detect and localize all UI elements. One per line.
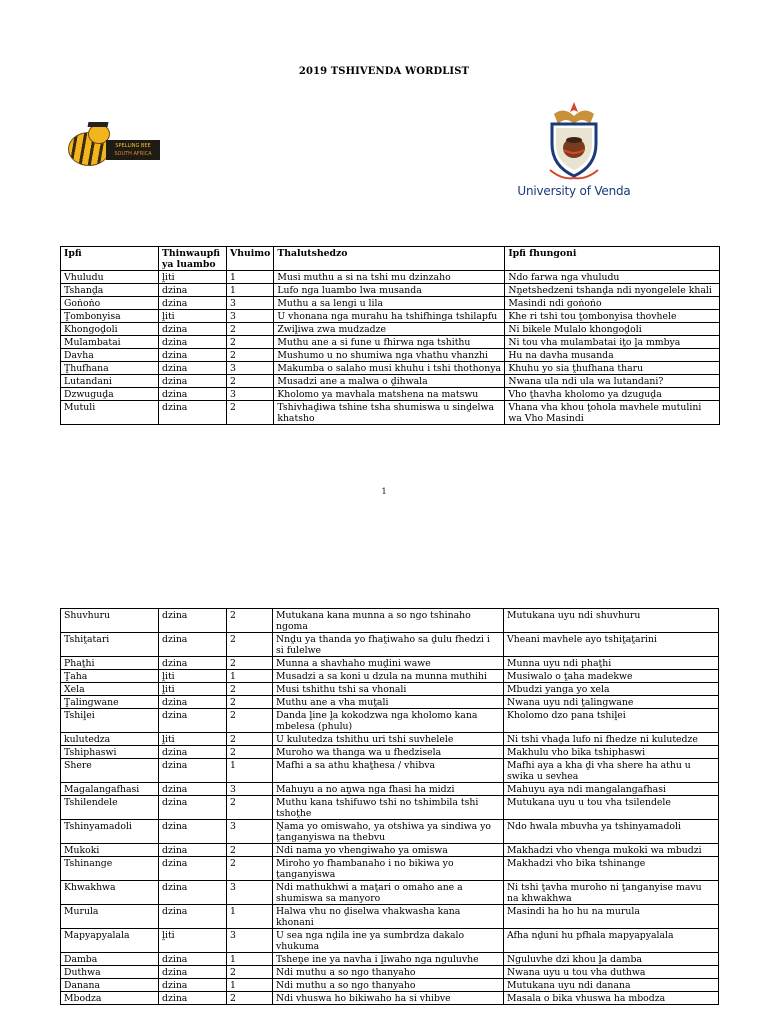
cell-vhuimo: 3 — [227, 783, 273, 796]
table-row — [61, 979, 719, 992]
cell-vhuimo: 1 — [227, 979, 273, 992]
cell-thalutshedzo: Munna a shavhaho muḓini wawe — [273, 657, 504, 670]
cell-thinwaupfi: dzina — [159, 709, 227, 733]
cell-ipfi: Tshiṱatari — [61, 633, 159, 657]
cell-thinwaupfi: ḽiti — [159, 929, 227, 953]
cell-ipfi: Mbodza — [61, 992, 159, 1005]
cell-thinwaupfi: dzina — [159, 375, 227, 388]
cell-thinwaupfi: dzina — [159, 284, 227, 297]
cell-thalutshedzo: U sea nga nḓila ine ya sumbrdza dakalo vhukuma — [273, 929, 504, 953]
cell-thalutshedzo: Musadzi a sa koni u dzula na munna muthihi — [273, 670, 504, 683]
cell-vhuimo: 1 — [227, 670, 273, 683]
table-row — [61, 362, 720, 375]
cell-vhuimo: 2 — [227, 336, 274, 349]
cell-ipfi-fhungoni: Khe ri tshi tou ṱombonyisa thovhele — [505, 310, 720, 323]
table-row — [61, 388, 720, 401]
table-row — [61, 844, 719, 857]
cell-ipfi: kulutedza — [61, 733, 159, 746]
cell-ipfi-fhungoni: Ndo farwa nga vhuludu — [505, 271, 720, 284]
cell-thalutshedzo: Tshivhaḓiwa tshine tsha shumiswa u sinḓelwa khatsho — [274, 401, 505, 425]
cell-thinwaupfi: ḽiti — [159, 310, 227, 323]
cell-ipfi-fhungoni: Ni tou vha mulambatai iṱo ḽa mmbya — [505, 336, 720, 349]
cell-thalutshedzo: U vhonana nga murahu ha tshifhinga tshilapfu — [274, 310, 505, 323]
cell-thinwaupfi: dzina — [159, 844, 227, 857]
table-row — [61, 759, 719, 783]
cell-ipfi-fhungoni: Vho ṱhavha kholomo ya dzuguḓa — [505, 388, 720, 401]
table-row — [61, 683, 719, 696]
cell-thinwaupfi: dzina — [159, 609, 227, 633]
cell-ipfi: Murula — [61, 905, 159, 929]
cell-ipfi-fhungoni: Mutukana uyu ndi danana — [504, 979, 719, 992]
cell-ipfi-fhungoni: Mutukana uyu ndi shuvhuru — [504, 609, 719, 633]
cell-thalutshedzo: Ndi vhuswa ho bikiwaho ha si vhibve — [273, 992, 504, 1005]
cell-vhuimo: 3 — [227, 929, 273, 953]
cell-vhuimo: 2 — [227, 683, 273, 696]
header-thinwaupfi: Thinwaupfi ya luambo — [159, 247, 227, 271]
cell-thinwaupfi: dzina — [159, 297, 227, 310]
table-row — [61, 401, 720, 425]
cell-vhuimo: 3 — [227, 297, 274, 310]
cell-ipfi: Damba — [61, 953, 159, 966]
table-row — [61, 929, 719, 953]
cell-vhuimo: 2 — [227, 966, 273, 979]
table-row — [61, 953, 719, 966]
cell-thinwaupfi: dzina — [159, 696, 227, 709]
cell-ipfi: Ṱhufhana — [61, 362, 159, 375]
cell-thinwaupfi: dzina — [159, 783, 227, 796]
cell-ipfi-fhungoni: Afha nḓuni hu pfhala mapyapyalala — [504, 929, 719, 953]
table-row — [61, 696, 719, 709]
cell-thalutshedzo: Musadzi ane a malwa o ḓihwala — [274, 375, 505, 388]
cell-ipfi: Tshilendele — [61, 796, 159, 820]
cell-vhuimo: 2 — [227, 709, 273, 733]
cell-thalutshedzo: Mafhi a sa athu khaṱhesa / vhibva — [273, 759, 504, 783]
cell-ipfi: Magalangafhasi — [61, 783, 159, 796]
cell-ipfi-fhungoni: Hu na davha musanda — [505, 349, 720, 362]
cell-vhuimo: 3 — [227, 310, 274, 323]
cell-thinwaupfi: dzina — [159, 759, 227, 783]
cell-thalutshedzo: Danda ḽine ḽa kokodzwa nga kholomo kana mbelesa (phulu) — [273, 709, 504, 733]
header-ipfi: Ipfi — [61, 247, 159, 271]
cell-ipfi: Tshinyamadoli — [61, 820, 159, 844]
cell-ipfi: Lutandani — [61, 375, 159, 388]
cell-vhuimo: 2 — [227, 992, 273, 1005]
cell-vhuimo: 1 — [227, 953, 273, 966]
cell-vhuimo: 3 — [227, 881, 273, 905]
cell-thinwaupfi: dzina — [159, 905, 227, 929]
cell-thalutshedzo: Mahuyu a no aṋwa nga fhasi ha midzi — [273, 783, 504, 796]
header-ipfi-fhungoni: Ipfi fhungoni — [505, 247, 720, 271]
cell-thinwaupfi: dzina — [159, 336, 227, 349]
cell-vhuimo: 2 — [227, 857, 273, 881]
cell-vhuimo: 2 — [227, 733, 273, 746]
table-row — [61, 271, 720, 284]
cell-vhuimo: 2 — [227, 375, 274, 388]
cell-ipfi-fhungoni: Mbudzi yanga yo xela — [504, 683, 719, 696]
cell-thalutshedzo: Muthu kana tshifuwo tshi no tshimbila tshi tshoṱhe — [273, 796, 504, 820]
cell-ipfi-fhungoni: Makhadzi vho vhenga mukoki wa mbudzi — [504, 844, 719, 857]
table-row — [61, 609, 719, 633]
cell-thinwaupfi: dzina — [159, 796, 227, 820]
cell-ipfi-fhungoni: Khuhu yo sia ṱhufhana tharu — [505, 362, 720, 375]
wordlist-table-1-body — [61, 271, 720, 425]
cell-ipfi: Goṅoṅo — [61, 297, 159, 310]
cell-ipfi-fhungoni: Musiwalo o ṱaha madekwe — [504, 670, 719, 683]
cell-thinwaupfi: dzina — [159, 979, 227, 992]
cell-ipfi-fhungoni: Nguluvhe dzi khou ḽa damba — [504, 953, 719, 966]
cell-thinwaupfi: dzina — [159, 953, 227, 966]
cell-ipfi-fhungoni: Masala o bika vhuswa ha mbodza — [504, 992, 719, 1005]
cell-ipfi-fhungoni: Ni tshi ṱavha muroho ni ṱanganyise mavu na khwakhwa — [504, 881, 719, 905]
cell-ipfi-fhungoni: Masindi ha ho hu na murula — [504, 905, 719, 929]
spelling-bee-line2: SOUTH AFRICA — [114, 151, 152, 157]
cell-ipfi: Shuvhuru — [61, 609, 159, 633]
cell-ipfi: Shere — [61, 759, 159, 783]
cell-vhuimo: 2 — [227, 609, 273, 633]
cell-ipfi-fhungoni: Mutukana uyu u tou vha tsilendele — [504, 796, 719, 820]
cell-thalutshedzo: Musi tshithu tshi sa vhonali — [273, 683, 504, 696]
cell-vhuimo: 1 — [227, 905, 273, 929]
cell-ipfi-fhungoni: Nwana ula ndi ula wa lutandani? — [505, 375, 720, 388]
cell-vhuimo: 2 — [227, 401, 274, 425]
cell-ipfi: Tshinange — [61, 857, 159, 881]
cell-thalutshedzo: Ndi nama yo vhengiwaho ya omiswa — [273, 844, 504, 857]
cell-thinwaupfi: dzina — [159, 323, 227, 336]
cell-thinwaupfi: dzina — [159, 657, 227, 670]
cell-ipfi: Ṱalingwane — [61, 696, 159, 709]
cell-vhuimo: 2 — [227, 746, 273, 759]
cell-ipfi-fhungoni: Makhulu vho bika tshiphaswi — [504, 746, 719, 759]
document-title: 2019 TSHIVENDA WORDLIST — [298, 66, 470, 77]
cell-ipfi: Tshanḓa — [61, 284, 159, 297]
cell-vhuimo: 1 — [227, 759, 273, 783]
cell-vhuimo: 3 — [227, 388, 274, 401]
cell-ipfi-fhungoni: Ndo hwala mbuvha ya tshinyamadoli — [504, 820, 719, 844]
cell-thalutshedzo: Ṋama yo omiswaho, ya otshiwa ya sindiwa yo ṱanganyiswa na thebvu — [273, 820, 504, 844]
cell-thalutshedzo: Lufo nga luambo lwa musanda — [274, 284, 505, 297]
cell-thinwaupfi: dzina — [159, 881, 227, 905]
table-row — [61, 297, 720, 310]
cell-ipfi: Phaṱhi — [61, 657, 159, 670]
table-row — [61, 796, 719, 820]
cell-thalutshedzo: Miroho yo fhambanaho i no bikiwa yo ṱanganyiswa — [273, 857, 504, 881]
wordlist-table-2 — [60, 608, 719, 1005]
cell-ipfi-fhungoni: Mahuyu aya ndi mangalangafhasi — [504, 783, 719, 796]
cell-ipfi: Dzwuguḓa — [61, 388, 159, 401]
cell-thinwaupfi: ḽiti — [159, 271, 227, 284]
cell-thalutshedzo: Ndi muthu a so ngo thanyaho — [273, 966, 504, 979]
cell-ipfi-fhungoni: Nwana uyu ndi ṱalingwane — [504, 696, 719, 709]
cell-thalutshedzo: Muthu ane a si fune u fhirwa nga tshithu — [274, 336, 505, 349]
cell-vhuimo: 1 — [227, 271, 274, 284]
cell-ipfi: Khongoḓoli — [61, 323, 159, 336]
table-row — [61, 633, 719, 657]
cell-ipfi-fhungoni: Nṋetshedzeni tshanḓa ndi nyongelele khali — [505, 284, 720, 297]
cell-vhuimo: 3 — [227, 820, 273, 844]
cell-ipfi-fhungoni: Vheani mavhele ayo tshiṱaṱarini — [504, 633, 719, 657]
cell-ipfi-fhungoni: Kholomo dzo pana tshiḽei — [504, 709, 719, 733]
cell-ipfi-fhungoni: Masindi ndi goṅoṅo — [505, 297, 720, 310]
cell-ipfi-fhungoni: Ni tshi vhaḓa lufo ni fhedze ni kulutedze — [504, 733, 719, 746]
header-vhuimo: Vhuimo — [227, 247, 274, 271]
cell-vhuimo: 2 — [227, 349, 274, 362]
cell-thinwaupfi: dzina — [159, 992, 227, 1005]
cell-thalutshedzo: Mushumo u no shumiwa nga vhathu vhanzhi — [274, 349, 505, 362]
table-header-row — [61, 247, 720, 271]
table-row — [61, 820, 719, 844]
cell-thalutshedzo: Makumba o salaho musi khuhu i tshi thothonya — [274, 362, 505, 375]
cell-ipfi: Vhuludu — [61, 271, 159, 284]
table-row — [61, 733, 719, 746]
table-row — [61, 284, 720, 297]
page-number: 1 — [381, 487, 387, 496]
cell-thalutshedzo: Kholomo ya mavhala matshena na matswu — [274, 388, 505, 401]
cell-thalutshedzo: U kulutedza tshithu uri tshi suvhelele — [273, 733, 504, 746]
table-row — [61, 857, 719, 881]
table-row — [61, 905, 719, 929]
cell-vhuimo: 2 — [227, 657, 273, 670]
cell-ipfi: Davha — [61, 349, 159, 362]
table-row — [61, 783, 719, 796]
cell-thinwaupfi: dzina — [159, 349, 227, 362]
cell-ipfi-fhungoni: Makhadzi vho bika tshinange — [504, 857, 719, 881]
table-row — [61, 670, 719, 683]
cell-thinwaupfi: dzina — [159, 746, 227, 759]
cell-thinwaupfi: ḽiti — [159, 670, 227, 683]
cell-thinwaupfi: dzina — [159, 633, 227, 657]
cell-ipfi: Duthwa — [61, 966, 159, 979]
cell-thalutshedzo: Ndi muthu a so ngo thanyaho — [273, 979, 504, 992]
cell-ipfi: Tshiḽei — [61, 709, 159, 733]
cell-thalutshedzo: Zwiḽiwa zwa mudzadze — [274, 323, 505, 336]
cell-ipfi: Xela — [61, 683, 159, 696]
table-row — [61, 375, 720, 388]
university-crest-icon — [542, 100, 606, 184]
cell-vhuimo: 2 — [227, 696, 273, 709]
cell-ipfi: Tshiphaswi — [61, 746, 159, 759]
spelling-bee-logo — [66, 122, 161, 168]
cell-vhuimo: 3 — [227, 362, 274, 375]
cell-thinwaupfi: dzina — [159, 820, 227, 844]
table-row — [61, 336, 720, 349]
cell-ipfi: Mulambatai — [61, 336, 159, 349]
cell-thinwaupfi: dzina — [159, 388, 227, 401]
cell-ipfi-fhungoni: Vhana vha khou ṱohola mavhele mutulini wa Vho Masindi — [505, 401, 720, 425]
cell-ipfi: Ṱombonyisa — [61, 310, 159, 323]
university-name: University of Venda — [517, 184, 631, 198]
cell-thinwaupfi: dzina — [159, 401, 227, 425]
cell-thinwaupfi: dzina — [159, 362, 227, 375]
cell-vhuimo: 2 — [227, 633, 273, 657]
cell-vhuimo: 2 — [227, 844, 273, 857]
cell-ipfi: Mukoki — [61, 844, 159, 857]
table-row — [61, 966, 719, 979]
cell-ipfi: Danana — [61, 979, 159, 992]
cell-thalutshedzo: Muthu ane a vha muṱali — [273, 696, 504, 709]
table-row — [61, 709, 719, 733]
spelling-bee-line1: SPELLING BEE — [115, 143, 151, 149]
cell-vhuimo: 2 — [227, 323, 274, 336]
cell-ipfi: Mutuli — [61, 401, 159, 425]
table-row — [61, 349, 720, 362]
cell-ipfi-fhungoni: Nwana uyu u tou vha duthwa — [504, 966, 719, 979]
cell-thalutshedzo: Nnḓu ya thanda yo fhaṱiwaho sa ḓulu fhedzi i si fulelwe — [273, 633, 504, 657]
cell-thinwaupfi: dzina — [159, 966, 227, 979]
cell-thinwaupfi: dzina — [159, 857, 227, 881]
cell-thalutshedzo: Tsheṋe ine ya navha i ḽiwaho nga nguluvhe — [273, 953, 504, 966]
cell-ipfi: Mapyapyalala — [61, 929, 159, 953]
cell-thalutshedzo: Halwa vhu no ḓiselwa vhakwasha kana khonani — [273, 905, 504, 929]
cell-ipfi: Khwakhwa — [61, 881, 159, 905]
cell-ipfi: Ṱaha — [61, 670, 159, 683]
university-logo — [512, 100, 636, 200]
table-row — [61, 657, 719, 670]
wordlist-table-1 — [60, 246, 720, 425]
cell-ipfi-fhungoni: Munna uyu ndi phaṱhi — [504, 657, 719, 670]
cell-thinwaupfi: ḽiti — [159, 733, 227, 746]
cell-thalutshedzo: Mutukana kana munna a so ngo tshinaho ngoma — [273, 609, 504, 633]
header-thalutshedzo: Thalutshedzo — [274, 247, 505, 271]
table-row — [61, 992, 719, 1005]
cell-thalutshedzo: Muroho wa thanga wa u fhedzisela — [273, 746, 504, 759]
graduation-cap-icon — [88, 122, 109, 127]
cell-thalutshedzo: Musi muthu a si na tshi mu dzinzaho — [274, 271, 505, 284]
cell-ipfi-fhungoni: Mafhi aya a kha ḓi vha shere ha athu u swika u sevhea — [504, 759, 719, 783]
spelling-bee-wordmark — [106, 140, 160, 160]
wordlist-table-2-body — [61, 609, 719, 1005]
cell-vhuimo: 1 — [227, 284, 274, 297]
table-row — [61, 881, 719, 905]
cell-thinwaupfi: ḽiti — [159, 683, 227, 696]
cell-vhuimo: 2 — [227, 796, 273, 820]
table-row — [61, 310, 720, 323]
cell-thalutshedzo: Ndi mathukhwi a maṱari o omaho ane a shumiswa sa manyoro — [273, 881, 504, 905]
cell-thalutshedzo: Muthu a sa lengi u lila — [274, 297, 505, 310]
table-row — [61, 323, 720, 336]
table-row — [61, 746, 719, 759]
cell-ipfi-fhungoni: Ni bikele Mulalo khongoḓoli — [505, 323, 720, 336]
